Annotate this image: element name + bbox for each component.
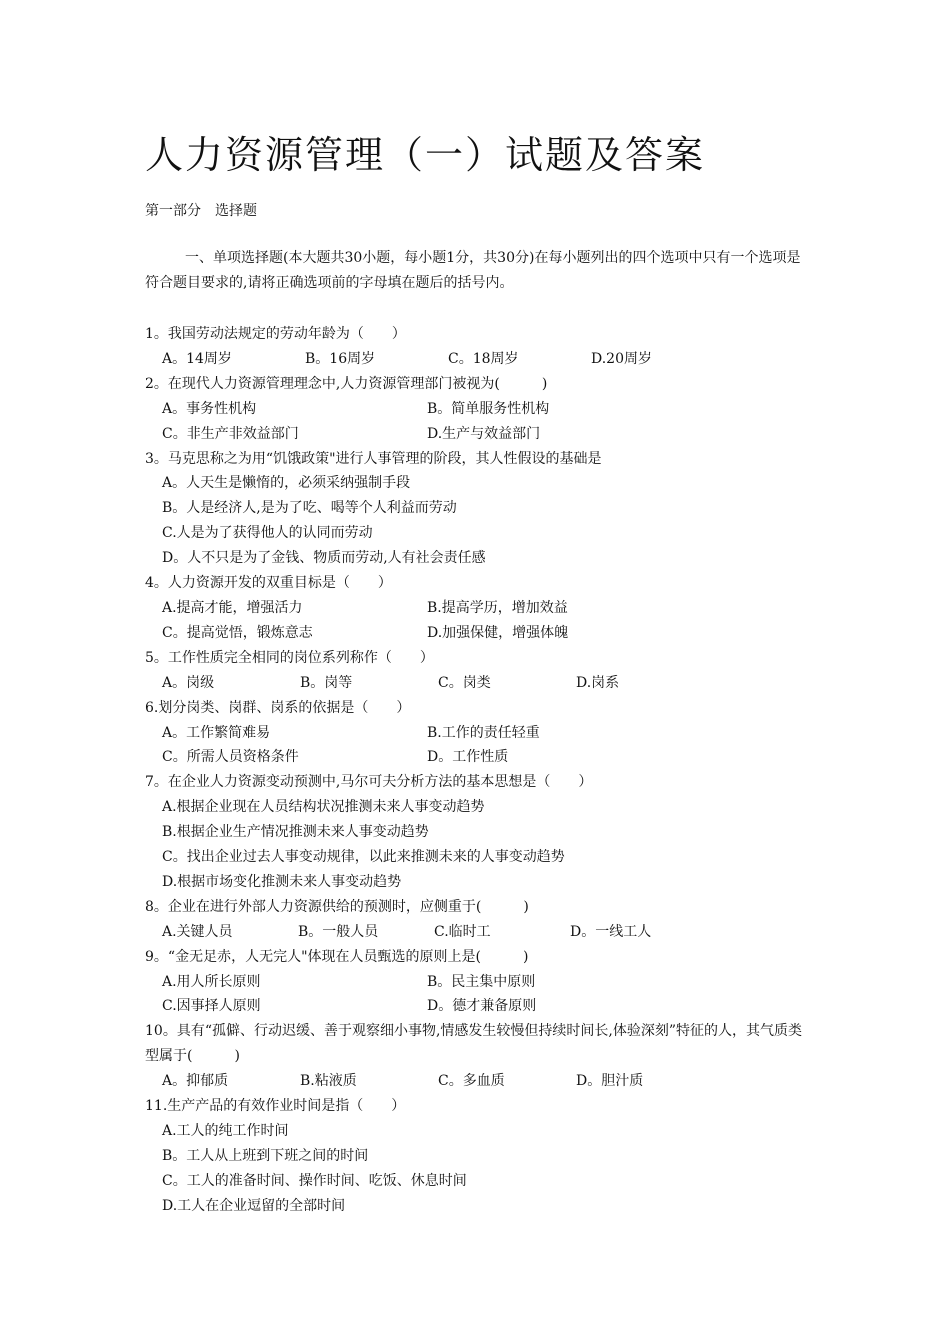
answer-option: B。岗等 bbox=[300, 674, 353, 691]
option-row bbox=[145, 970, 810, 995]
answer-option: B。16周岁 bbox=[305, 350, 376, 367]
answer-option: C。所需人员资格条件 bbox=[162, 749, 299, 766]
question-text: 10。具有“孤僻、行动迟缓、善于观察细小事物,情感发生较慢但持续时间长,体验深刻”特征的人，其气质类型属于( ) bbox=[145, 1023, 803, 1065]
option-row bbox=[145, 422, 810, 447]
answer-option: D.岗系 bbox=[576, 674, 620, 691]
answer-option: A.关键人员 bbox=[162, 923, 233, 940]
answer-option: B。简单服务性机构 bbox=[427, 400, 550, 417]
option-row bbox=[145, 994, 810, 1019]
question-text: 6.划分岗类、岗群、岗系的依据是（ ） bbox=[145, 699, 411, 716]
answer-option: C。非生产非效益部门 bbox=[162, 425, 299, 442]
answer-option: C。提高觉悟，锻炼意志 bbox=[162, 624, 313, 641]
option-row bbox=[145, 1194, 810, 1219]
page-title: 人力资源管理（一）试题及答案 bbox=[145, 133, 706, 177]
answer-option: C。多血质 bbox=[438, 1073, 505, 1090]
answer-option: D.根据市场变化推测未来人事变动趋势 bbox=[162, 873, 402, 890]
option-row bbox=[145, 795, 810, 820]
answer-option: C。找出企业过去人事变动规律，以此来推测未来的人事变动趋势 bbox=[162, 849, 565, 866]
option-row bbox=[145, 1144, 810, 1169]
option-row bbox=[145, 621, 810, 646]
answer-option: D.生产与效益部门 bbox=[427, 425, 541, 442]
option-row bbox=[145, 845, 810, 870]
answer-option: D。德才兼备原则 bbox=[427, 998, 537, 1015]
answer-option: C。18周岁 bbox=[448, 350, 519, 367]
question-text: 11.生产产品的有效作业时间是指（ ） bbox=[145, 1098, 406, 1115]
option-row bbox=[145, 671, 810, 696]
option-row bbox=[145, 546, 810, 571]
answer-option: D.工人在企业逗留的全部时间 bbox=[162, 1197, 346, 1214]
answer-option: D.加强保健，增强体魄 bbox=[427, 624, 569, 641]
answer-option: A。14周岁 bbox=[162, 350, 232, 367]
question-text: 2。在现代人力资源管理理念中,人力资源管理部门被视为( ) bbox=[145, 375, 548, 392]
question-text: 3。马克思称之为用“饥饿政策"进行人事管理的阶段，其人性假设的基础是 bbox=[145, 450, 602, 467]
answer-option: A.工人的纯工作时间 bbox=[162, 1123, 289, 1139]
question-text: 7。在企业人力资源变动预测中,马尔可夫分析方法的基本思想是（ ） bbox=[145, 774, 593, 791]
option-row bbox=[145, 347, 810, 372]
answer-option: B。人是经济人,是为了吃、喝等个人利益而劳动 bbox=[162, 500, 457, 517]
section-heading: 第一部分 选择题 bbox=[145, 203, 257, 219]
option-row bbox=[145, 745, 810, 770]
question-text: 4。人力资源开发的双重目标是（ ） bbox=[145, 575, 392, 592]
question-text: 9。“金无足赤，人无完人"体现在人员甄选的原则上是( ) bbox=[145, 948, 529, 965]
option-row bbox=[145, 496, 810, 521]
answer-option: B.根据企业生产情况推测未来人事变动趋势 bbox=[162, 824, 429, 841]
answer-option: D。一线工人 bbox=[570, 923, 652, 940]
answer-option: A。人天生是懒惰的，必须采纳强制手段 bbox=[162, 475, 411, 492]
option-row bbox=[145, 820, 810, 845]
answer-option: A.根据企业现在人员结构状况推测未来人事变动趋势 bbox=[162, 799, 485, 816]
answer-option: B.粘液质 bbox=[300, 1073, 357, 1090]
answer-option: C.因事择人原则 bbox=[162, 998, 261, 1015]
question-text: 5。工作性质完全相同的岗位系列称作（ ） bbox=[145, 649, 434, 666]
option-row bbox=[145, 471, 810, 496]
answer-option: B。民主集中原则 bbox=[427, 973, 536, 990]
answer-option: C。工人的准备时间、操作时间、吃饭、休息时间 bbox=[162, 1172, 467, 1189]
option-row bbox=[145, 1169, 810, 1194]
answer-option: B。一般人员 bbox=[298, 923, 379, 940]
answer-option: A。抑郁质 bbox=[162, 1073, 229, 1090]
answer-option: C。岗类 bbox=[438, 674, 491, 691]
question-list bbox=[145, 322, 810, 1219]
answer-option: A.提高才能，增强活力 bbox=[162, 599, 303, 616]
question-text: 1。我国劳动法规定的劳动年龄为（ ） bbox=[145, 326, 406, 342]
option-row bbox=[145, 521, 810, 546]
answer-option: B.提高学历，增加效益 bbox=[427, 599, 568, 616]
answer-option: A。工作繁简难易 bbox=[162, 724, 271, 741]
answer-option: C.人是为了获得他人的认同而劳动 bbox=[162, 525, 373, 542]
option-row bbox=[145, 397, 810, 422]
answer-option: D。工作性质 bbox=[427, 749, 509, 766]
answer-option: C.临时工 bbox=[434, 923, 491, 940]
answer-option: D。胆汁质 bbox=[576, 1073, 644, 1090]
option-row bbox=[145, 870, 810, 895]
answer-option: A.用人所长原则 bbox=[162, 973, 261, 990]
question-text: 8。企业在进行外部人力资源供给的预测时，应侧重于( ) bbox=[145, 898, 529, 915]
answer-option: B。工人从上班到下班之间的时间 bbox=[162, 1147, 369, 1164]
option-row bbox=[145, 1119, 810, 1144]
answer-option: B.工作的责任轻重 bbox=[427, 724, 540, 741]
option-row bbox=[145, 920, 810, 945]
option-row bbox=[145, 596, 810, 621]
option-row bbox=[145, 1069, 810, 1094]
answer-option: A。事务性机构 bbox=[162, 400, 257, 417]
instructions-paragraph: 一、单项选择题(本大题共30小题，每小题1分，共30分)在每小题列出的四个选项中只有一个选项是符合题目要求的,请将正确选项前的字母填在题后的括号内。 bbox=[145, 250, 801, 291]
answer-option: D。人不只是为了金钱、物质而劳动,人有社会责任感 bbox=[162, 550, 486, 567]
answer-option: A。岗级 bbox=[162, 674, 215, 691]
answer-option: D.20周岁 bbox=[591, 350, 652, 367]
option-row bbox=[145, 721, 810, 746]
